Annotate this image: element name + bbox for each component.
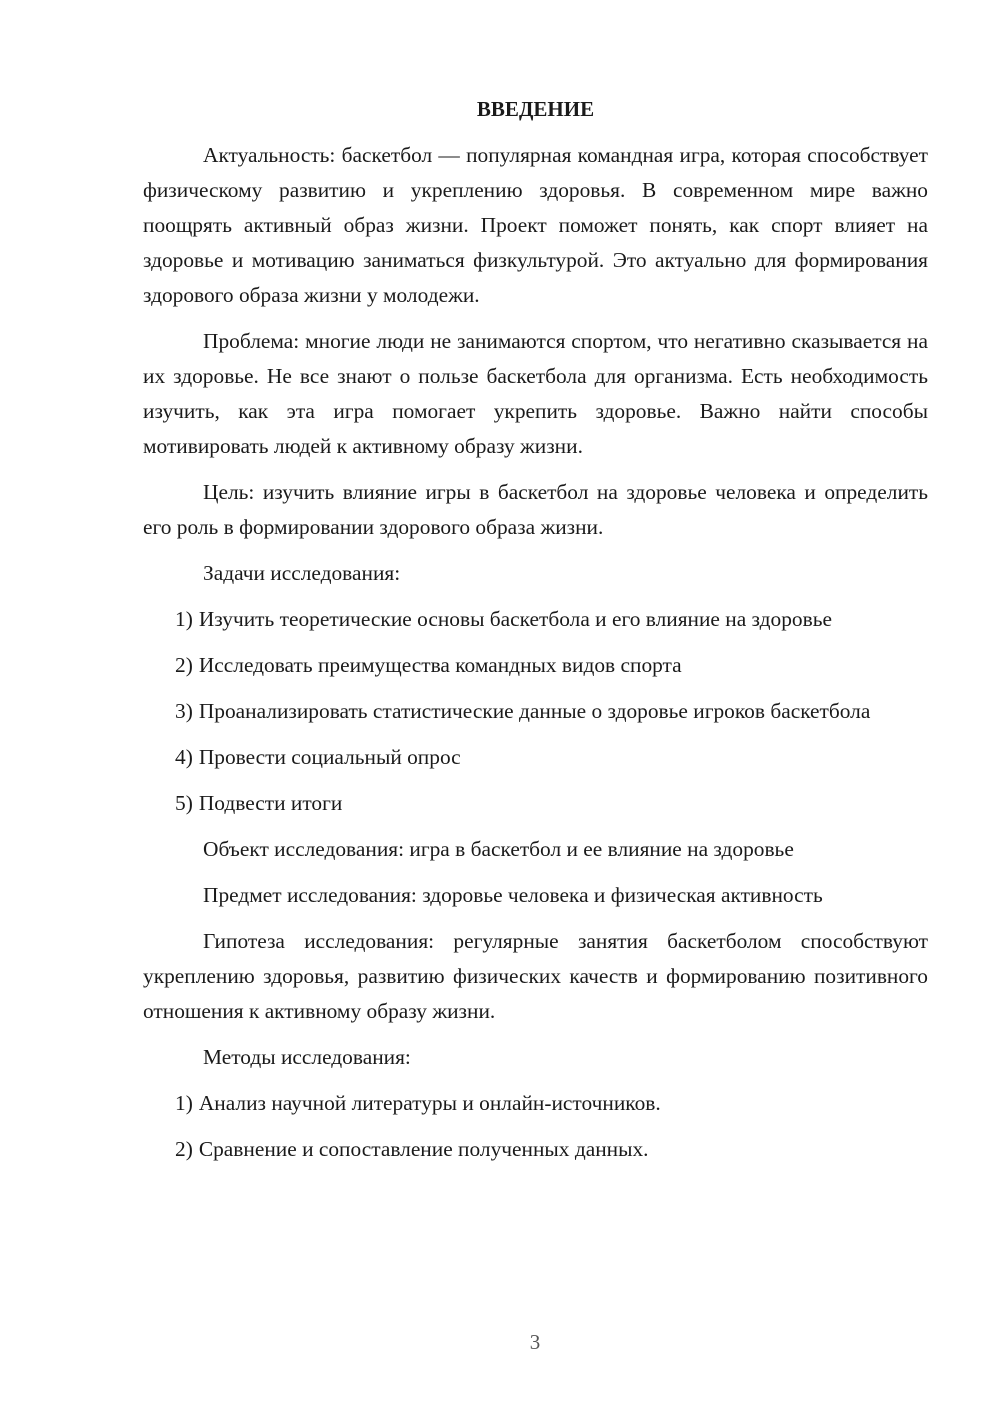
task-item-5 xyxy=(143,786,928,821)
object-paragraph: Объект исследования: игра в баскетбол и ее влияние на здоровье xyxy=(203,837,794,861)
problem-paragraph: Проблема: многие люди не занимаются спортом, что негативно сказывается на их здоровье. Не все знают о пользе баскетбола для организма. Есть необходимость изучить, как эта игра помогает укрепить здоровье. Важно найти способы мотивировать людей к активному образу жизни. xyxy=(143,329,928,458)
tasks-heading: Задачи исследования: xyxy=(203,561,401,585)
goal-paragraph: Цель: изучить влияние игры в баскетбол на здоровье человека и определить его роль в формировании здорового образа жизни. xyxy=(143,480,928,539)
method-text: Сравнение и сопоставление полученных данных. xyxy=(198,1137,649,1161)
relevance-paragraph: Актуальность: баскетбол — популярная командная игра, которая способствует физическому развитию и укреплению здоровья. В современном мире важно поощрять активный образ жизни. Проект поможет понять, как спорт влияет на здоровье и мотивацию заниматься физкультурой. Это актуально для формирования здорового образа жизни у молодежи. xyxy=(143,143,928,307)
page-number: 3 xyxy=(529,1330,541,1354)
task-text: Изучить теоретические основы баскетбола и его влияние на здоровье xyxy=(198,607,832,631)
task-number: 1) xyxy=(175,607,193,631)
task-item-1 xyxy=(143,602,928,637)
task-number: 4) xyxy=(175,745,193,769)
methods-heading: Методы исследования: xyxy=(203,1045,411,1069)
task-number: 2) xyxy=(175,653,193,677)
task-text: Провести социальный опрос xyxy=(198,745,461,769)
task-text: Проанализировать статистические данные о здоровье игроков баскетбола xyxy=(198,699,871,723)
method-item-2 xyxy=(143,1132,928,1167)
method-text: Анализ научной литературы и онлайн-источников. xyxy=(198,1091,661,1115)
task-item-3 xyxy=(143,694,928,729)
task-item-2 xyxy=(143,648,928,683)
task-text: Исследовать преимущества командных видов спорта xyxy=(198,653,682,677)
hypothesis-paragraph: Гипотеза исследования: регулярные занятия баскетболом способствуют укреплению здоровья, развитию физических качеств и формированию позитивного отношения к активному образу жизни. xyxy=(143,929,928,1023)
method-number: 2) xyxy=(175,1137,193,1161)
task-number: 5) xyxy=(175,791,193,815)
method-item-1 xyxy=(143,1086,928,1121)
task-number: 3) xyxy=(175,699,193,723)
task-text: Подвести итоги xyxy=(198,791,343,815)
subject-paragraph: Предмет исследования: здоровье человека и физическая активность xyxy=(203,883,823,907)
task-item-4 xyxy=(143,740,928,775)
method-number: 1) xyxy=(175,1091,193,1115)
page-title: ВВЕДЕНИЕ xyxy=(476,97,595,121)
document-page xyxy=(143,92,928,1178)
